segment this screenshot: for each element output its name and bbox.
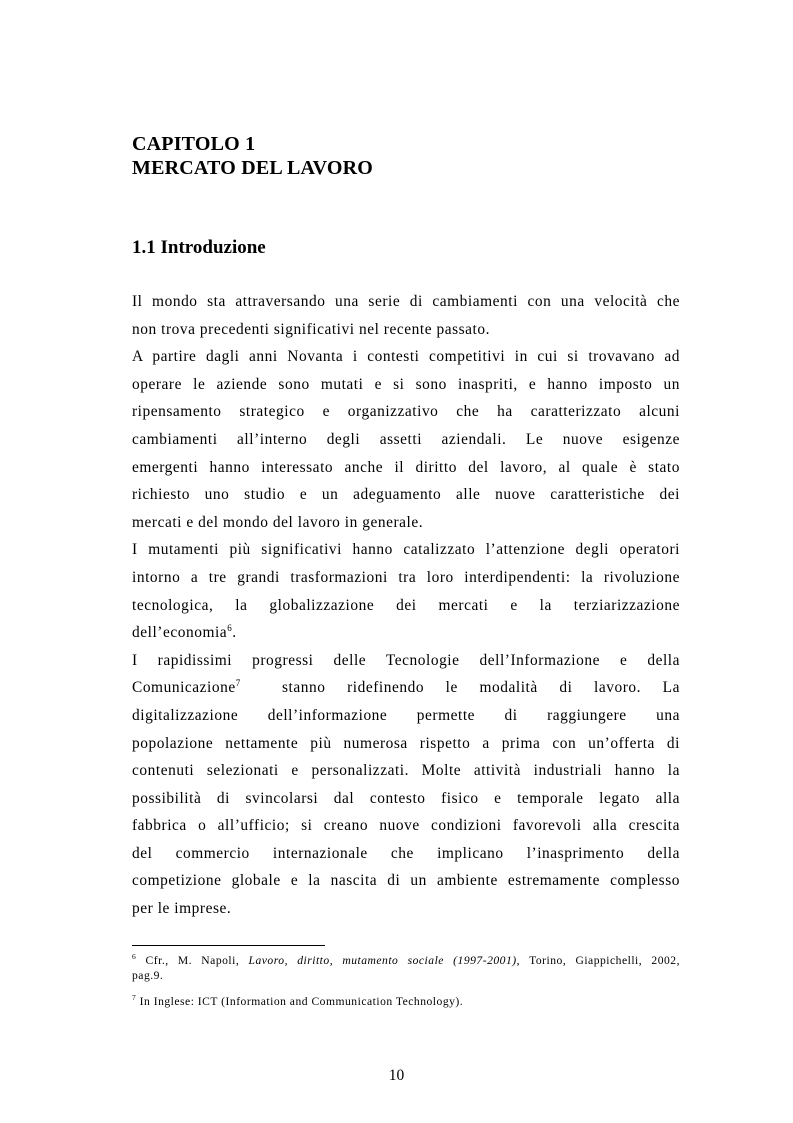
footnote-separator [132,945,325,946]
text-line: per le imprese. [132,900,232,918]
footnote-7 [132,994,680,1009]
text-segment [132,674,241,702]
footnote-text: , Torino, Giappichelli, 2002, [516,954,680,967]
text-line: tecnologica, la globalizzazione dei mercati e la terziarizzazione [132,596,680,614]
text-line: intorno a tre grandi trasformazioni tra loro interdipendenti: la rivoluzione [132,568,680,586]
footnote-6 [132,953,680,983]
text-segment: stanno ridefinendo le modalità di lavoro. La [282,679,680,697]
footnote-ref-6[interactable]: 6 [227,623,233,633]
text-line: Il mondo sta attraversando una serie di cambiamenti con una velocità che [132,293,680,310]
footnote-ref-7[interactable]: 7 [235,678,241,689]
page-number: 10 [388,1067,405,1084]
footnote-text: Cfr., M. Napoli, [145,954,249,967]
text-line: digitalizzazione dell’informazione permette di raggiungere una [132,706,680,724]
chapter-heading [132,132,373,180]
text-line: I mutamenti più significativi hanno catalizzato l’attenzione degli operatori [132,541,680,559]
text-line: non trova precedenti significativi nel recente passato. [132,320,491,338]
text-segment: . [232,624,237,642]
chapter-number: CAPITOLO 1 [132,133,256,155]
text-segment: Comunicazione [132,679,236,697]
text-line: competizione globale e la nascita di un ambiente estremamente complesso [132,872,680,890]
text-line: possibilità di svincolarsi dal contesto fisico e temporale legato alla [132,789,680,807]
text-line [132,674,680,702]
section-heading: 1.1 Introduzione [132,237,266,258]
text-line: emergenti hanno interessato anche il diritto del lavoro, al quale è stato [132,458,680,476]
text-line: ripensamento strategico e organizzativo che ha caratterizzato alcuni [132,403,680,421]
text-line: operare le aziende sono mutati e si sono inaspriti, e hanno imposto un [132,375,680,393]
text-line: A partire dagli anni Novanta i contesti competitivi in cui si trovavano ad [132,348,680,366]
footnote-italic-title: Lavoro, diritto, mutamento sociale (1997-2001) [248,954,517,967]
text-line: contenuti selezionati e personalizzati. Molte attività industriali hanno la [132,762,680,780]
text-line: richiesto uno studio e un adeguamento alle nuove caratteristiche dei [132,486,680,504]
footnote-line [132,953,680,968]
text-line: I rapidissimi progressi delle Tecnologie dell’Informazione e della [132,651,680,669]
text-line [132,619,680,647]
footnote-number: 7 [132,993,137,1003]
text-line: fabbrica o all’ufficio; si creano nuove condizioni favorevoli alla crescita [132,817,680,835]
body-text [132,288,680,923]
chapter-title: MERCATO DEL LAVORO [132,157,374,179]
text-line: cambiamenti all’interno degli assetti aziendali. Le nuove esigenze [132,430,680,448]
footnote-line: pag.9. [132,969,164,982]
text-line: del commercio internazionale che implicano l’inasprimento della [132,844,680,862]
text-segment: dell’economia [132,624,228,642]
footnote-text: In Inglese: ICT (Information and Communication Technology). [139,995,464,1008]
text-line: popolazione nettamente più numerosa rispetto a prima con un’offerta di [132,734,680,752]
footnote-number: 6 [132,952,137,962]
text-line: mercati e del mondo del lavoro in generale. [132,513,424,531]
